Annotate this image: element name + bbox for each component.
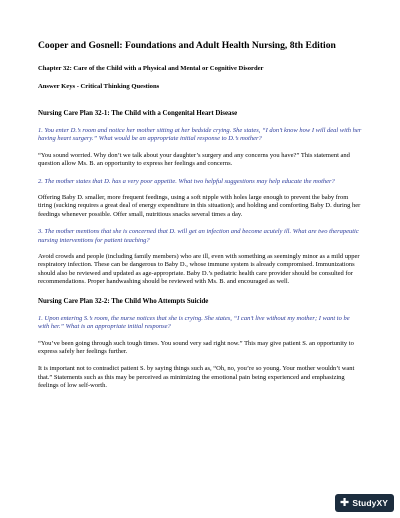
brand-label: StudyXY [352, 498, 388, 508]
studyxy-brand-badge[interactable] [335, 494, 394, 512]
answer-text: Avoid crowds and people (including family members) who are ill, even with something as seemingly minor as a mild upper respiratory infection. These can be dangerous to Baby D., whose immune system is already compromised. Immunizations should also be reviewed and updated as age-appropriate. Baby D.’s pediatric health care provider should be consulted for recommendations. Proper handwashing should be reviewed with Ms. B. and encouraged as well. [38, 253, 360, 286]
question-text: 1. You enter D.’s room and notice her mother sitting at her bedside crying. She states, “I don’t know how I will deal with her having heart surgery.” What would be an appropriate initial response to D.’s mother? [38, 127, 362, 143]
care-plan-section [38, 109, 362, 287]
answer-text: Offering Baby D. smaller, more frequent feedings, using a soft nipple with holes large enough to prevent the baby from tiring (sucking requires a great deal of energy expenditure in this situation); and holding and comforting Baby D. during her feedings whenever possible. Offer small, nutritious snacks several times a day. [38, 194, 361, 218]
care-plan-section [38, 297, 362, 391]
document-title: Cooper and Gosnell: Foundations and Adult Health Nursing, 8th Edition [38, 40, 336, 51]
chapter-heading: Chapter 32: Care of the Child with a Physical and Mental or Cognitive Disorder [38, 65, 264, 72]
answer-text: It is important not to contradict patient S. by saying things such as, “Oh, no, you’re so young. Your mother wouldn’t want that.” Statements such as this may be perceived as minimizing the emotional pain being experienced and emphasizing feelings of low self-worth. [38, 365, 355, 390]
answer-text: “You’ve been going through such tough times. You sound very sad right now.” This may give patient S. an opportunity to express safely her feelings further. [38, 339, 354, 355]
question-text: 2. The mother states that D. has a very poor appetite. What two helpful suggestions may help educate the mother? [38, 177, 335, 185]
plus-icon: ✚ [340, 496, 350, 509]
question-text: 1. Upon entering S.’s room, the nurse notices that she is crying. She states, “I can’t live without my mother; I want to be with her.” What is an appropriate initial response? [38, 314, 350, 331]
question-text: 3. The mother mentions that she is concerned that D. will get an infection and become acutely ill. What are two therapeutic nursing interventions for patient teaching? [38, 228, 359, 244]
care-plan-heading: Nursing Care Plan 32-1: The Child with a Congenital Heart Disease [38, 110, 238, 117]
document-subtitle: Answer Keys - Critical Thinking Questions [38, 83, 160, 90]
care-plan-heading: Nursing Care Plan 32-2: The Child Who Attempts Suicide [38, 297, 209, 305]
answer-text: “You sound worried. Why don’t we talk about your daughter’s surgery and any concerns you have?” This statement and question allow Ms. B. an opportunity to express her feelings and concerns. [38, 151, 350, 168]
